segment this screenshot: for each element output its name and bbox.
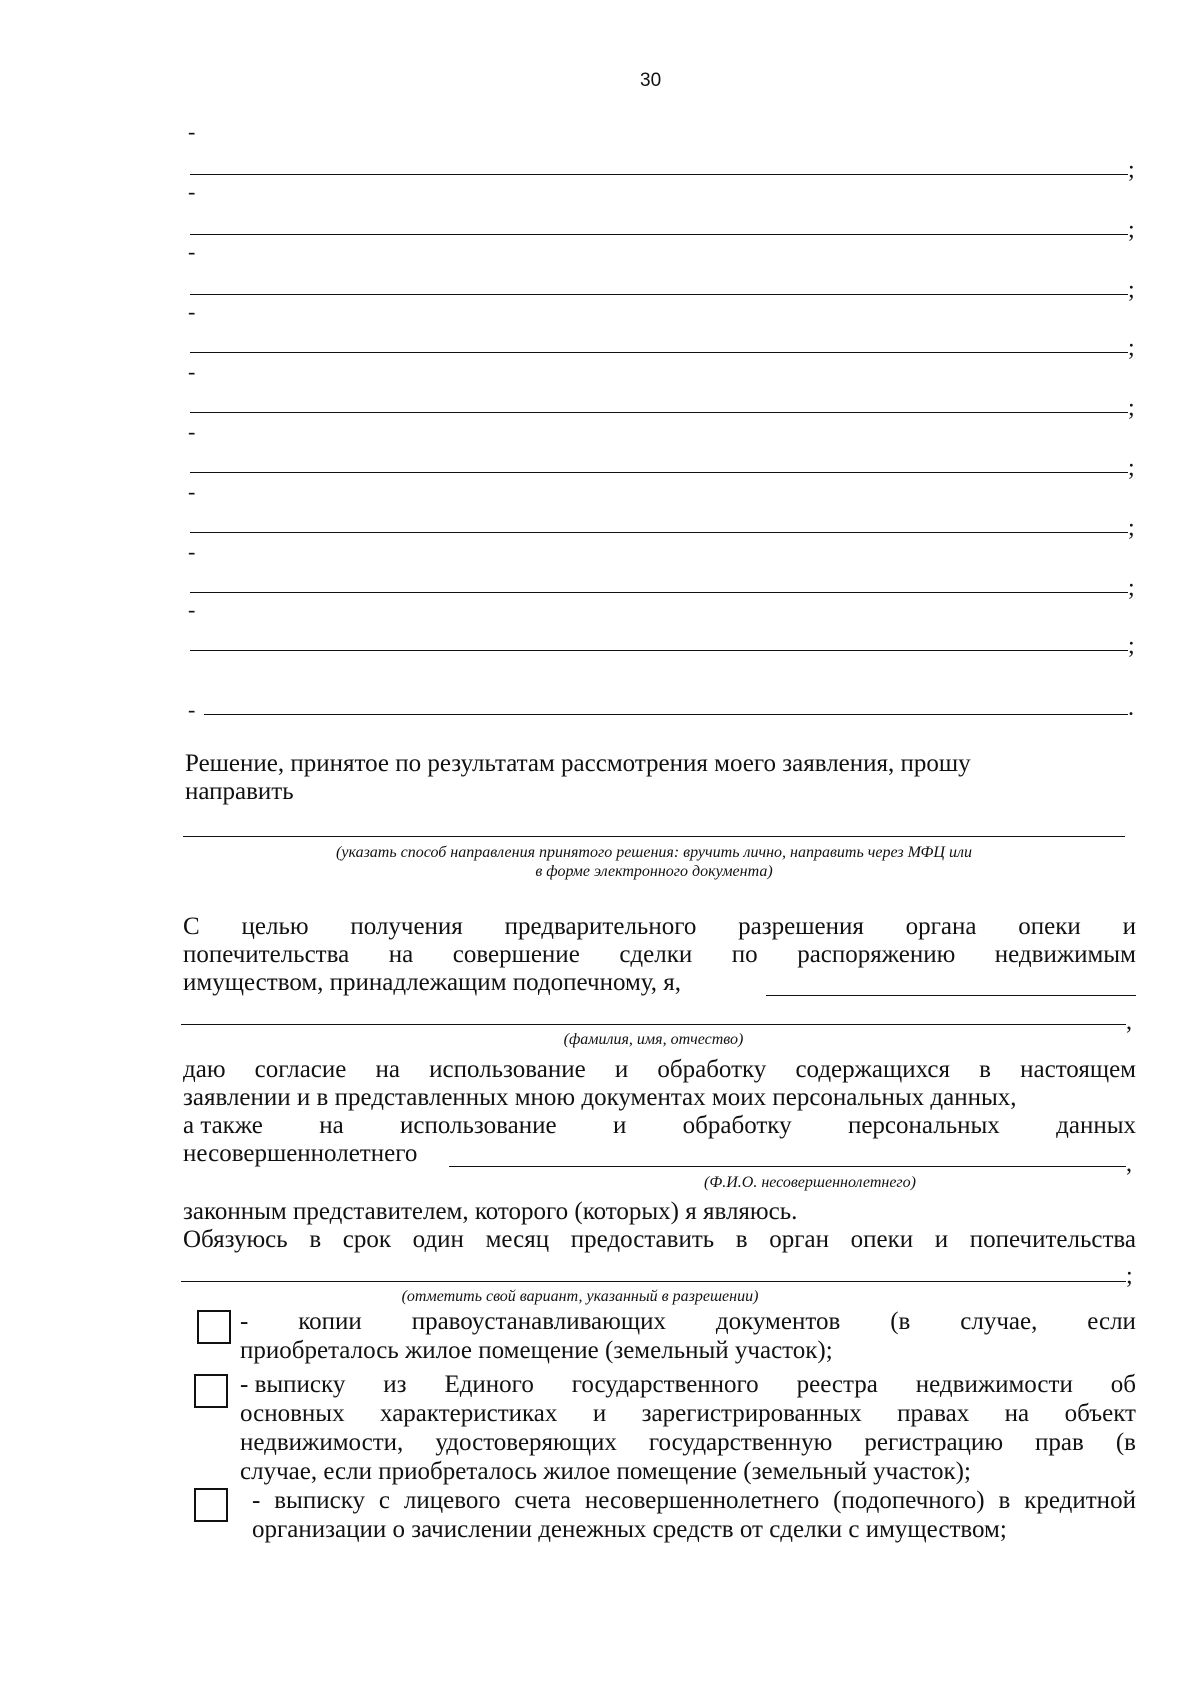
option-word: выписку xyxy=(274,1487,365,1514)
line-separator: ; xyxy=(1128,575,1135,601)
blank-fill-line[interactable] xyxy=(190,532,1128,533)
option-word: несовершеннолетнего xyxy=(584,1487,820,1514)
decision-text-line1: Решение, принятое по результатам рассмотрения моего заявления, прошу xyxy=(185,750,971,777)
list-bullet: - xyxy=(188,479,196,504)
consent-word: и xyxy=(614,1056,629,1083)
option-word: случае, xyxy=(960,1308,1038,1335)
option-word: - выписку xyxy=(240,1371,346,1398)
consent-word: разрешения xyxy=(738,913,864,940)
option-text-line xyxy=(240,1370,1136,1399)
option-word: (в xyxy=(1115,1429,1136,1456)
obligation-word: в xyxy=(735,1226,748,1253)
obligation-word: месяц xyxy=(485,1226,550,1253)
list-bullet: - xyxy=(188,179,196,204)
option-word: из xyxy=(383,1371,407,1398)
consent-word: совершение xyxy=(452,941,580,968)
option-word: документов xyxy=(715,1308,841,1335)
option-text-line xyxy=(252,1486,1136,1515)
option-word: характеристиках xyxy=(380,1400,558,1427)
option-word: организации о зачислении денежных средств от сделки с имуществом; xyxy=(252,1516,1007,1543)
consent-word: опеки xyxy=(1018,913,1081,940)
list-bullet: - xyxy=(188,419,196,444)
option-checkbox-1[interactable] xyxy=(197,1310,231,1344)
consent-word: в xyxy=(979,1056,991,1083)
blank-fill-line[interactable] xyxy=(190,472,1128,473)
option-text-line xyxy=(240,1307,1136,1336)
consent-word: С xyxy=(183,913,200,940)
obligation-semicolon: ; xyxy=(1126,1263,1133,1289)
consent-word: настоящем xyxy=(1020,1056,1136,1083)
consent-line7: несовершеннолетнего xyxy=(183,1140,418,1167)
blank-fill-line[interactable] xyxy=(204,714,1128,715)
decision-method-line[interactable] xyxy=(183,836,1125,837)
applicant-name-line-2[interactable] xyxy=(181,1024,1126,1025)
line-separator: ; xyxy=(1128,217,1135,243)
obligation-word: Обязуюсь xyxy=(183,1226,288,1253)
list-bullet: - xyxy=(188,597,196,622)
option-text-line xyxy=(240,1399,1136,1428)
decision-caption-line1: (указать способ направления принятого решения: вручить лично, направить через МФЦ или xyxy=(336,844,972,861)
option-word: - xyxy=(252,1487,261,1514)
line-separator: ; xyxy=(1128,277,1135,303)
obligation-word: срок xyxy=(342,1226,392,1253)
applicant-line-comma: , xyxy=(1126,1009,1132,1035)
option-text-1 xyxy=(240,1307,1136,1365)
consent-word: данных xyxy=(1056,1112,1136,1139)
fio-caption: (фамилия, имя, отчество) xyxy=(563,1031,744,1048)
obligation-word: орган xyxy=(769,1226,829,1253)
minor-name-line[interactable] xyxy=(449,1166,1126,1167)
consent-word: согласие xyxy=(254,1056,347,1083)
blank-fill-line[interactable] xyxy=(190,412,1128,413)
consent-word: и xyxy=(1122,913,1136,940)
obligation-caption: (отметить свой вариант, указанный в разрешении) xyxy=(401,1288,759,1305)
obligation-line xyxy=(183,1226,1136,1254)
option-word: об xyxy=(1110,1371,1136,1398)
consent-word: на xyxy=(388,941,414,968)
consent-word: предварительного xyxy=(504,913,697,940)
consent-word: и xyxy=(612,1112,627,1139)
obligation-word: один xyxy=(412,1226,464,1253)
consent-word: на xyxy=(319,1112,344,1139)
option-word: на xyxy=(1004,1400,1030,1427)
list-bullet: - xyxy=(188,119,196,144)
option-word: правоустанавливающих xyxy=(411,1308,666,1335)
obligation-word: попечительства xyxy=(969,1226,1136,1253)
option-word: недвижимости, xyxy=(240,1429,404,1456)
consent-line6 xyxy=(183,1112,1136,1140)
consent-line4 xyxy=(183,1056,1136,1084)
option-word: лицевого xyxy=(403,1487,501,1514)
blank-fill-line[interactable] xyxy=(190,294,1128,295)
option-checkbox-3[interactable] xyxy=(194,1488,228,1522)
option-text-line xyxy=(252,1515,1136,1544)
consent-word: а также xyxy=(183,1112,263,1139)
line-separator: ; xyxy=(1128,455,1135,481)
consent-word: использование xyxy=(429,1056,586,1083)
consent-word: получения xyxy=(350,913,463,940)
consent-word: использование xyxy=(400,1112,557,1139)
blank-fill-line[interactable] xyxy=(190,352,1128,353)
option-word: приобреталось жилое помещение (земельный участок); xyxy=(240,1337,833,1364)
consent-word: на xyxy=(375,1056,400,1083)
option-word: государственную xyxy=(648,1429,833,1456)
option-checkbox-2[interactable] xyxy=(194,1374,228,1408)
consent-word: обработку xyxy=(682,1112,792,1139)
option-word: (в xyxy=(890,1308,911,1335)
obligation-word: опеки xyxy=(850,1226,914,1253)
option-word: если xyxy=(1087,1308,1136,1335)
option-word: в xyxy=(998,1487,1011,1514)
consent-line2 xyxy=(183,941,1136,969)
list-bullet: - xyxy=(188,359,196,384)
obligation-word: в xyxy=(309,1226,322,1253)
list-bullet: - xyxy=(188,239,196,264)
consent-line5: заявлении и в представленных мною документах моих персональных данных, xyxy=(183,1084,1017,1111)
line-separator: ; xyxy=(1128,515,1135,541)
line-separator: ; xyxy=(1128,157,1135,183)
option-word: объект xyxy=(1064,1400,1136,1427)
consent-word: даю xyxy=(183,1056,226,1083)
option-text-2 xyxy=(240,1370,1136,1486)
option-word: основных xyxy=(240,1400,345,1427)
option-word: прав xyxy=(1035,1429,1084,1456)
consent-word: попечительства xyxy=(183,941,350,968)
option-text-line xyxy=(240,1457,1136,1486)
option-word: кредитной xyxy=(1024,1487,1136,1514)
option-word: зарегистрированных xyxy=(641,1400,862,1427)
obligation-fill-line[interactable] xyxy=(181,1281,1126,1282)
option-word: Единого xyxy=(444,1371,534,1398)
option-word: - xyxy=(240,1308,249,1335)
consent-word: по xyxy=(731,941,758,968)
option-text-line xyxy=(240,1336,1136,1365)
applicant-name-line[interactable] xyxy=(766,995,1136,996)
option-word: удостоверяющих xyxy=(435,1429,617,1456)
consent-word: целью xyxy=(241,913,309,940)
list-bullet: - xyxy=(188,697,196,722)
option-word: (подопечного) xyxy=(833,1487,985,1514)
blank-fill-line[interactable] xyxy=(190,174,1128,175)
consent-word: персональных xyxy=(847,1112,1000,1139)
option-word: и xyxy=(592,1400,607,1427)
consent-word: недвижимым xyxy=(994,941,1136,968)
line-separator: ; xyxy=(1128,395,1135,421)
list-bullet: - xyxy=(188,299,196,324)
consent-line1 xyxy=(183,913,1136,941)
line-end-period: . xyxy=(1128,695,1134,721)
blank-fill-line[interactable] xyxy=(190,234,1128,235)
option-word: случае, если приобреталось жилое помещение (земельный участок); xyxy=(240,1458,971,1485)
option-word: правах xyxy=(897,1400,970,1427)
option-word: копии xyxy=(298,1308,362,1335)
line-separator: ; xyxy=(1128,335,1135,361)
decision-caption-line2: в форме электронного документа) xyxy=(535,863,773,880)
consent-word: обработку xyxy=(657,1056,767,1083)
option-word: реестра xyxy=(796,1371,878,1398)
option-text-line xyxy=(240,1428,1136,1457)
minor-caption: (Ф.И.О. несовершеннолетнего) xyxy=(704,1174,916,1191)
option-word: недвижимости xyxy=(915,1371,1073,1398)
blank-fill-line[interactable] xyxy=(190,650,1128,651)
consent-line8: законным представителем, которого (которых) я являюсь. xyxy=(183,1198,798,1225)
blank-fill-line[interactable] xyxy=(190,592,1128,593)
minor-line-comma: , xyxy=(1126,1151,1132,1177)
consent-word: содержащихся xyxy=(795,1056,951,1083)
consent-word: органа xyxy=(905,913,977,940)
list-bullet: - xyxy=(188,539,196,564)
obligation-word: предоставить xyxy=(570,1226,715,1253)
option-text-3 xyxy=(252,1486,1136,1544)
consent-line3: имуществом, принадлежащим подопечному, я, xyxy=(183,969,682,996)
decision-text-line2: направить xyxy=(185,778,294,805)
option-word: регистрацию xyxy=(864,1429,1003,1456)
option-word: счета xyxy=(514,1487,572,1514)
consent-word: распоряжению xyxy=(797,941,956,968)
consent-word: сделки xyxy=(619,941,693,968)
line-separator: ; xyxy=(1128,633,1135,659)
option-word: государственного xyxy=(571,1371,759,1398)
option-word: с xyxy=(378,1487,390,1514)
page-number: 30 xyxy=(640,70,662,91)
obligation-word: и xyxy=(934,1226,949,1253)
